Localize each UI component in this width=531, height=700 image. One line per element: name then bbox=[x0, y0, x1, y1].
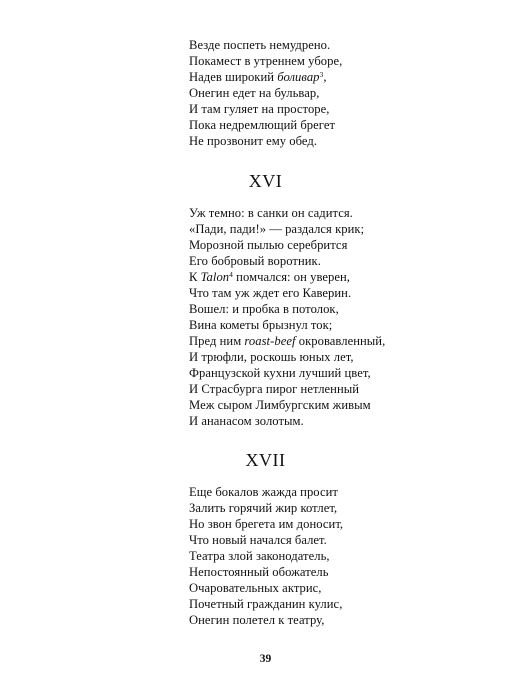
verse-line bbox=[189, 333, 385, 349]
verse-line: Вошел: и пробка в потолок, bbox=[189, 302, 339, 316]
verse-text: окровавленный, bbox=[295, 334, 386, 348]
verse-line: Покамест в утреннем уборе, bbox=[189, 54, 343, 68]
verse-line: И там гуляет на просторе, bbox=[189, 102, 330, 116]
page-number: 39 bbox=[259, 653, 272, 665]
italic-word: Talon bbox=[200, 270, 230, 284]
stanza-heading: XVI bbox=[248, 171, 283, 191]
verse-line: Еще бокалов жажда просит bbox=[189, 485, 338, 499]
verse-line: Почетный гражданин кулис, bbox=[189, 597, 343, 611]
verse-line: Меж сыром Лимбургским живым bbox=[189, 398, 371, 412]
verse-text: К bbox=[189, 270, 201, 284]
verse-line: Что там уж ждет его Каверин. bbox=[189, 286, 352, 300]
footnote-marker[interactable]: 4 bbox=[229, 270, 233, 279]
footnote-marker[interactable]: 3 bbox=[319, 70, 324, 79]
verse-line: Онегин едет на бульвар, bbox=[189, 86, 320, 100]
verse-line: Уж темно: в санки он садится. bbox=[189, 206, 353, 220]
verse-line: Его бобровый воротник. bbox=[189, 254, 321, 268]
verse-line: И трюфли, роскошь юных лет, bbox=[189, 350, 354, 364]
verse-line: Что новый начался балет. bbox=[189, 533, 327, 547]
verse-line bbox=[189, 269, 350, 285]
verse-line: Морозной пылью серебрится bbox=[189, 238, 348, 252]
verse-text: помчался: он уверен, bbox=[232, 270, 351, 284]
verse-line: «Пади, пади!» — раздался крик; bbox=[189, 222, 365, 236]
verse-line: Непостоянный обожатель bbox=[189, 565, 329, 579]
verse-text: Надев широкий bbox=[189, 70, 278, 84]
verse-line: Пока недремлющий брегет bbox=[189, 118, 336, 132]
verse-line bbox=[189, 69, 327, 85]
italic-word: боливар bbox=[277, 70, 320, 84]
verse-line: Французской кухни лучший цвет, bbox=[189, 366, 371, 380]
verse-text: Пред ним bbox=[189, 334, 245, 348]
verse-text: , bbox=[323, 70, 327, 84]
verse-line: Очаровательных актрис, bbox=[189, 581, 322, 595]
verse-line: Онегин полетел к театру, bbox=[189, 613, 325, 627]
verse-line: И Страсбурга пирог нетленный bbox=[189, 382, 360, 396]
verse-line: Театра злой законодатель, bbox=[189, 549, 330, 563]
stanza-heading: XVII bbox=[245, 450, 286, 470]
verse-line: Но звон брегета им доносит, bbox=[189, 517, 344, 531]
verse-line: Залить горячий жир котлет, bbox=[189, 501, 338, 515]
verse-line: И ананасом золотым. bbox=[189, 414, 304, 428]
verse-line: Вина кометы брызнул ток; bbox=[189, 318, 333, 332]
verse-line: Везде поспеть немудрено. bbox=[189, 38, 331, 52]
italic-word: roast-beef bbox=[244, 334, 296, 348]
verse-line: Не прозвонит ему обед. bbox=[189, 134, 318, 148]
